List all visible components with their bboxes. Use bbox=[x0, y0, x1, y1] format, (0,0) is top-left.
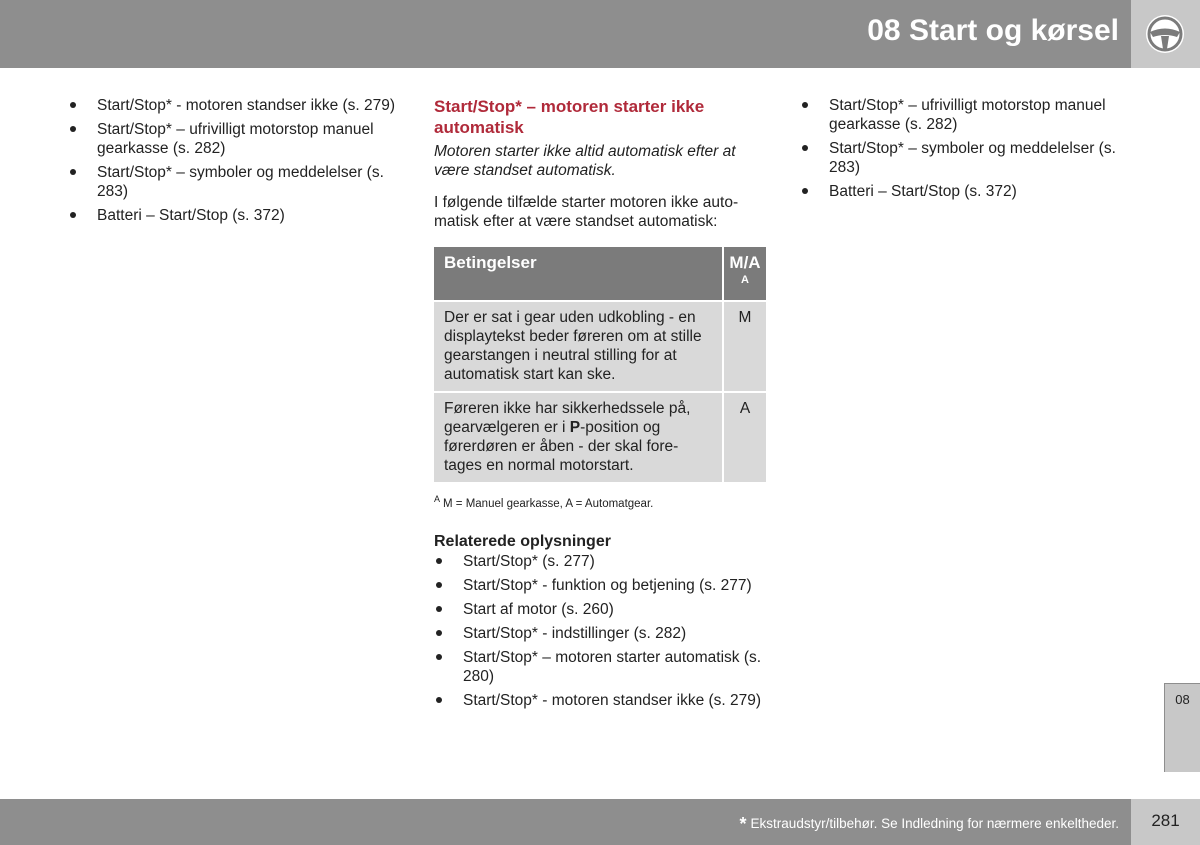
footnote-mark: A bbox=[434, 494, 441, 504]
list-item: Batteri – Start/Stop (s. 372) bbox=[68, 206, 398, 225]
conditions-table bbox=[434, 247, 766, 482]
conditions-header: Betingelser bbox=[434, 247, 722, 300]
page-number-box bbox=[1131, 799, 1200, 845]
ma-header-footnote-mark: A bbox=[741, 274, 749, 286]
section-title: Start/Stop* – motoren starter ikke automatisk bbox=[434, 97, 705, 137]
page-number: 281 bbox=[1151, 811, 1180, 830]
chapter-side-tab: 08 bbox=[1164, 683, 1200, 772]
condition-text-bold: P bbox=[569, 419, 581, 436]
ma-cell: M bbox=[722, 300, 766, 391]
table-footnote bbox=[434, 490, 766, 514]
condition-text-a: Føreren ikke har sikkerhedssele på, gearvælgeren er i bbox=[444, 400, 691, 436]
list-item: Start/Stop* – motoren starter automatisk (s. 280) bbox=[434, 648, 766, 686]
related-list bbox=[434, 552, 766, 710]
related-list-continued-right bbox=[800, 96, 1130, 201]
table-header-row bbox=[434, 247, 766, 300]
ma-header-label: M/A bbox=[729, 253, 761, 272]
list-item: Batteri – Start/Stop (s. 372) bbox=[800, 182, 1130, 201]
condition-text-b: -position og førerdøren er åben - der skal fore-tages en normal motorstart. bbox=[444, 419, 679, 474]
related-title: Relaterede oplysninger bbox=[434, 532, 611, 550]
related-list-continued bbox=[68, 96, 398, 225]
condition-cell: Der er sat i gear uden udkobling - en displaytekst beder føreren om at stille gearstangen i neutral stilling for at automatisk start kan ske. bbox=[434, 300, 722, 391]
table-row bbox=[434, 391, 766, 482]
list-item: Start/Stop* - indstillinger (s. 282) bbox=[434, 624, 766, 643]
list-item: Start af motor (s. 260) bbox=[434, 600, 766, 619]
chapter-title: 08 Start og kørsel bbox=[867, 14, 1119, 47]
list-item: Start/Stop* (s. 277) bbox=[434, 552, 766, 571]
list-item: Start/Stop* – ufrivilligt motorstop manuel gearkasse (s. 282) bbox=[68, 120, 398, 158]
list-item: Start/Stop* - funktion og betjening (s. 277) bbox=[434, 576, 766, 595]
footnote-text: M = Manuel gearkasse, A = Automatgear. bbox=[443, 497, 654, 510]
page-footer bbox=[0, 799, 1131, 845]
chapter-icon-box bbox=[1131, 0, 1200, 68]
footer-note-text: Ekstraudstyr/tilbehør. Se Indledning for nærmere enkeltheder. bbox=[750, 816, 1119, 831]
left-column bbox=[68, 96, 398, 230]
right-column bbox=[800, 96, 1130, 206]
table-row bbox=[434, 300, 766, 391]
list-item: Start/Stop* – symboler og meddelelser (s. 283) bbox=[800, 139, 1130, 177]
condition-cell bbox=[434, 391, 722, 482]
steering-wheel-icon bbox=[1144, 13, 1186, 55]
list-item: Start/Stop* – symboler og meddelelser (s. 283) bbox=[68, 163, 398, 201]
page-header bbox=[0, 0, 1131, 68]
ma-header bbox=[722, 247, 766, 300]
list-item: Start/Stop* - motoren standser ikke (s. 279) bbox=[434, 691, 766, 710]
middle-column bbox=[434, 96, 766, 715]
footer-star: * bbox=[739, 814, 747, 834]
list-item: Start/Stop* – ufrivilligt motorstop manuel gearkasse (s. 282) bbox=[800, 96, 1130, 134]
section-paragraph: I følgende tilfælde starter motoren ikke auto-matisk efter at være standset automatisk: bbox=[434, 194, 739, 230]
section-intro: Motoren starter ikke altid automatisk efter at være standset automatisk. bbox=[434, 143, 736, 179]
footer-note bbox=[740, 814, 1119, 835]
list-item: Start/Stop* - motoren standser ikke (s. 279) bbox=[68, 96, 398, 115]
ma-cell: A bbox=[722, 391, 766, 482]
